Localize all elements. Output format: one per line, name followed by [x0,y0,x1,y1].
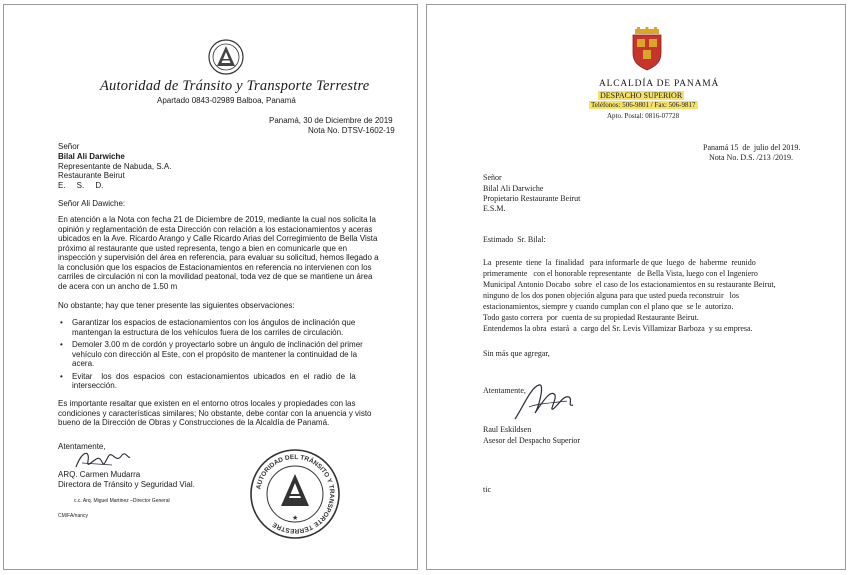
body-line: próximo al restaurante que usted representa, tengo a bien en comunicarle que en [58,243,348,253]
body-line: estacionamientos, siempre y cuando cumplan con el plano que se le autorizo. [483,302,734,311]
coat-of-arms-icon [630,27,664,71]
org-name: Autoridad de Tránsito y Transporte Terrestre [100,78,370,94]
body-line: Es importante resaltar que existen en el entorno otros locales y propiedades con las [58,399,356,408]
closing-phrase: Sin más que agregar, [483,349,550,358]
recipient-name: Bilal Ali Darwiche [483,184,544,193]
bullet-line: Garantizar los espacios de estacionamientos con los ángulos de inclinación que [72,318,356,327]
attt-emblem-icon [208,39,244,75]
bullet-line: mantengan la estructura de los vehículos fuera de los carriles de circulación. [72,327,344,337]
bullet-dot-icon: • [60,340,63,349]
body-line: de acera con un ancho de 1.50 m [58,281,178,291]
recipient-salutation: Señor [58,142,80,151]
recipient-name: Bilal Ali Darwiche [58,152,125,161]
body-line: ubicados en la Ave. Ricardo Arango y Calle Ricardo Arias del Corregimiento de Bella Vista [58,234,378,243]
bullet-line: intersección. [72,381,117,390]
list-item [58,372,408,391]
seal-text: AUTORIDAD DEL TRÁNSITO Y TRANSPORTE TERRESTRE [255,453,336,535]
department [598,91,684,100]
greeting: Señor Ali Dawiche: [58,199,126,208]
letter-att [3,4,418,570]
svg-text:★: ★ [292,515,299,522]
body-line: En atención a la Nota con fecha 21 de Diciembre de 2019, mediante la cual nos solicita la [58,215,376,224]
department-label: DESPACHO SUPERIOR [600,91,683,100]
body-line: ninguno de los dos ponen objeción alguna para que usted pueda reconstruir los [483,291,739,300]
letter-alcaldia [426,4,846,570]
postal-box: Apto. Postal: 0816-07728 [607,112,680,120]
cc-line: c.c. Arq. Miguel Martinez –Director General [74,498,170,504]
body-line: Todo gasto correra por cuenta de su propiedad Restaurante Beirut. [483,313,699,322]
bullet-line: vehículo con dirección al Este, con el propósito de mantener la continuidad de la [72,349,358,359]
recipient-role: Representante de Nabuda, S.A. [58,162,172,171]
signer-title: Asesor del Despacho Superior [483,436,581,445]
recipient-salutation: Señor [483,173,502,182]
signer-name: Raul Eskildsen [483,425,532,434]
official-seal-icon [249,448,341,540]
letter-date: Panamá 15 de julio del 2019. [703,143,801,152]
closing: Atentamente, [483,386,526,395]
body-paragraph-3 [58,399,410,428]
recipient-esm: E.S.M. [483,204,506,213]
bullet-line: Demoler 3.00 m de cordón y proyectarlo sobre un ángulo de inclinación del primer [72,340,363,349]
recipient-role: Propietario Restaurante Beirut [483,194,581,203]
recipient-esd: E. S. D. [58,181,104,190]
org-name: ALCALDÍA DE PANAMÁ [599,79,720,89]
closing: Atentamente, [58,442,106,451]
body-line: bueno de la Dirección de Obras y Construcciones de la Alcaldía de Panamá. [58,418,330,427]
body-line: carriles de circulación ni con la movilidad peatonal, toda vez de que se mantiene un área [58,272,373,281]
bullet-line: acera. [72,359,95,368]
bullet-dot-icon: • [60,318,63,327]
signer-name: ARQ. Carmen Mudarra [58,470,141,479]
letter-reference: Nota No. D.S. /213 /2019. [709,153,793,162]
initials: tic [483,485,491,494]
body-paragraph-1 [58,215,410,291]
body-line: condiciones y características similares; No obstante, debe contar con la anuencia y visto [58,408,372,418]
body-paragraph-2: No obstante; hay que tener presente las siguientes observaciones: [58,301,295,310]
body-paragraph [483,257,829,334]
org-address: Apartado 0843-02989 Balboa, Panamá [157,96,296,105]
signer-title: Directora de Tránsito y Seguridad Vial. [58,480,195,489]
phones [589,101,698,109]
body-line: primeramente con el honorable representante de Bella Vista, luego con el Ingeniero [483,269,758,278]
recipient-company: Restaurante Beirut [58,171,125,180]
phones-label: Teléfonos: 506-9801 / Fax: 506-9817 [591,101,696,109]
body-line: Municipal Antonio Docabo sobre el caso de los estacionamientos en su restaurante Beirut, [483,280,776,289]
initials: CM/FA/nancy [58,513,89,519]
body-line: la conclusión que los espacios de Estacionamientos en referencia no intervienen con los [58,262,372,272]
bullet-dot-icon: • [60,371,63,381]
list-item [58,318,408,337]
body-line: inspección y supervisión del área en referencia, para evaluar su solicitud, hemos llegado a [58,253,379,262]
body-line: opinión y reglamentación de esta Dirección con relación a los estacionamientos y aceras [58,224,373,234]
bullet-list [58,318,408,391]
bullet-line: Evitar los dos espacios con estacionamientos ubicados en el radio de la [72,371,356,381]
body-line: La presente tiene la finalidad para informarle de que luego de haberme reunido [483,258,756,267]
greeting: Estimado Sr. Bilal: [483,235,546,244]
letter-reference: Nota No. DTSV-1602-19 [308,126,395,135]
signature-icon [509,377,579,427]
letter-date: Panamá, 30 de Diciembre de 2019 [269,116,393,125]
body-line: Entendemos la obra estará a cargo del Sr. Levis Villamizar Barboza y su empresa. [483,324,753,333]
list-item [58,340,408,369]
